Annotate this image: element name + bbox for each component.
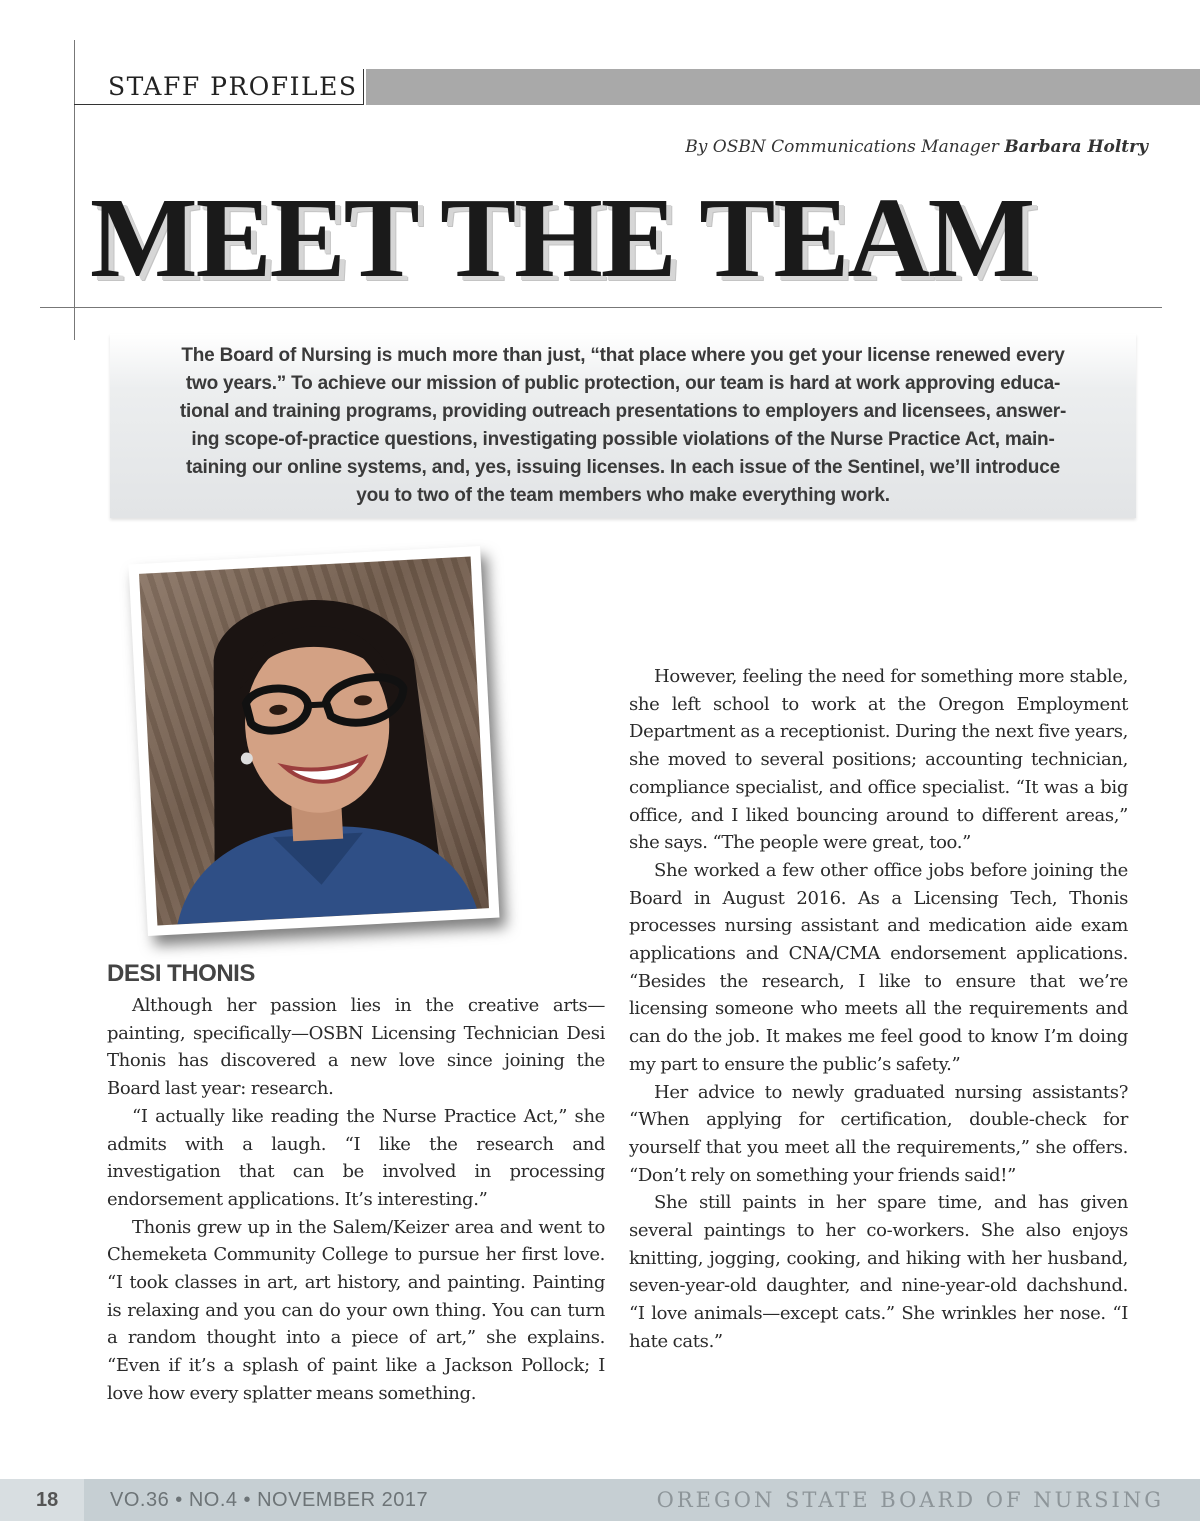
intro-line: you to two of the team members who make everything work. (356, 485, 890, 506)
issue-info: VO.36 • NO.4 • NOVEMBER 2017 (110, 1489, 429, 1511)
article-paragraph: Thonis grew up in the Salem/Keizer area and went to Chemeketa Community College to pursue her first love. “I took classes in art, art history, and painting. Painting is relaxing and you can do your own thing. You can turn a random thought into a piece of art,” she explains. “Even if it’s a splash of paint like a Jackson Pollock; I love how every splatter means something. (107, 1216, 605, 1404)
article-paragraph: “I actually like reading the Nurse Practice Act,” she admits with a laugh. “I like the research and investigation that can be involved in processing endorsement applications. It’s interesting.” (107, 1105, 605, 1210)
page-title: MEET THE TEAM (90, 174, 1034, 301)
byline (685, 137, 1148, 157)
intro-line: The Board of Nursing is much more than just, “that place where you get your license renewed every (181, 345, 1065, 366)
portrait-illustration (139, 557, 489, 926)
article-column-right (629, 663, 1128, 1356)
profile-photo-frame (129, 546, 500, 936)
profile-name: DESI THONIS (107, 960, 255, 987)
byline-author: Barbara Holtry (1004, 137, 1148, 157)
byline-prefix: By OSBN Communications Manager (685, 137, 1005, 157)
organization-name: OREGON STATE BOARD OF NURSING (656, 1488, 1164, 1512)
page-number: 18 (0, 1479, 84, 1521)
article-paragraph: She still paints in her spare time, and has given several paintings to her co-workers. She also enjoys knitting, jogging, cooking, and hiking with her husband, seven-year-old daughter, and nine-year-old dachshund. “I love animals—except cats.” She wrinkles her nose. “I hate cats.” (629, 1192, 1128, 1352)
title-rule (40, 307, 1162, 308)
article-column-left (107, 960, 605, 1408)
article-paragraph: Although her passion lies in the creative arts—painting, specifically—OSBN Licensing Technician Desi Thonis has discovered a new love since joining the Board last year: research. (107, 995, 605, 1100)
intro-line: two years.” To achieve our mission of public protection, our team is hard at work approving educa- (185, 373, 1061, 394)
article-paragraph: However, feeling the need for something more stable, she left school to work at the Oregon Employment Department as a receptionist. During the next five years, she moved to several positions; accounting technician, compliance specialist, and office specialist. “It was a big office, and I liked bouncing around to different areas,” she says. “The people were great, too.” (629, 666, 1128, 854)
article-paragraph: Her advice to newly graduated nursing assistants? “When applying for certification, double-check for yourself that you meet all the requirements,” she offers. “Don’t rely on something your friends said!” (629, 1081, 1128, 1186)
page-footer (0, 1479, 1200, 1521)
article-paragraph: She worked a few other office jobs before joining the Board in August 2016. As a Licensing Tech, Thonis processes nursing assistant and medication aide exam applications and CNA/CMA endorsement applications. “Besides the research, I like to ensure that we’re licensing someone who meets all the requirements and can do the job. It makes me feel good to know I’m doing my part to ensure the public’s safety.” (629, 859, 1128, 1075)
intro-box (110, 334, 1136, 518)
section-label: STAFF PROFILES (74, 69, 364, 105)
intro-line: ing scope-of-practice questions, investigating possible violations of the Nurse Practice Act, main- (191, 429, 1055, 450)
profile-photo (139, 557, 489, 926)
intro-line: taining our online systems, and, yes, issuing licenses. In each issue of the Sentinel, we’ll introduce (186, 457, 1060, 478)
intro-line: tional and training programs, providing outreach presentations to employers and licensees, answer- (179, 401, 1067, 422)
header-bar (366, 69, 1200, 105)
